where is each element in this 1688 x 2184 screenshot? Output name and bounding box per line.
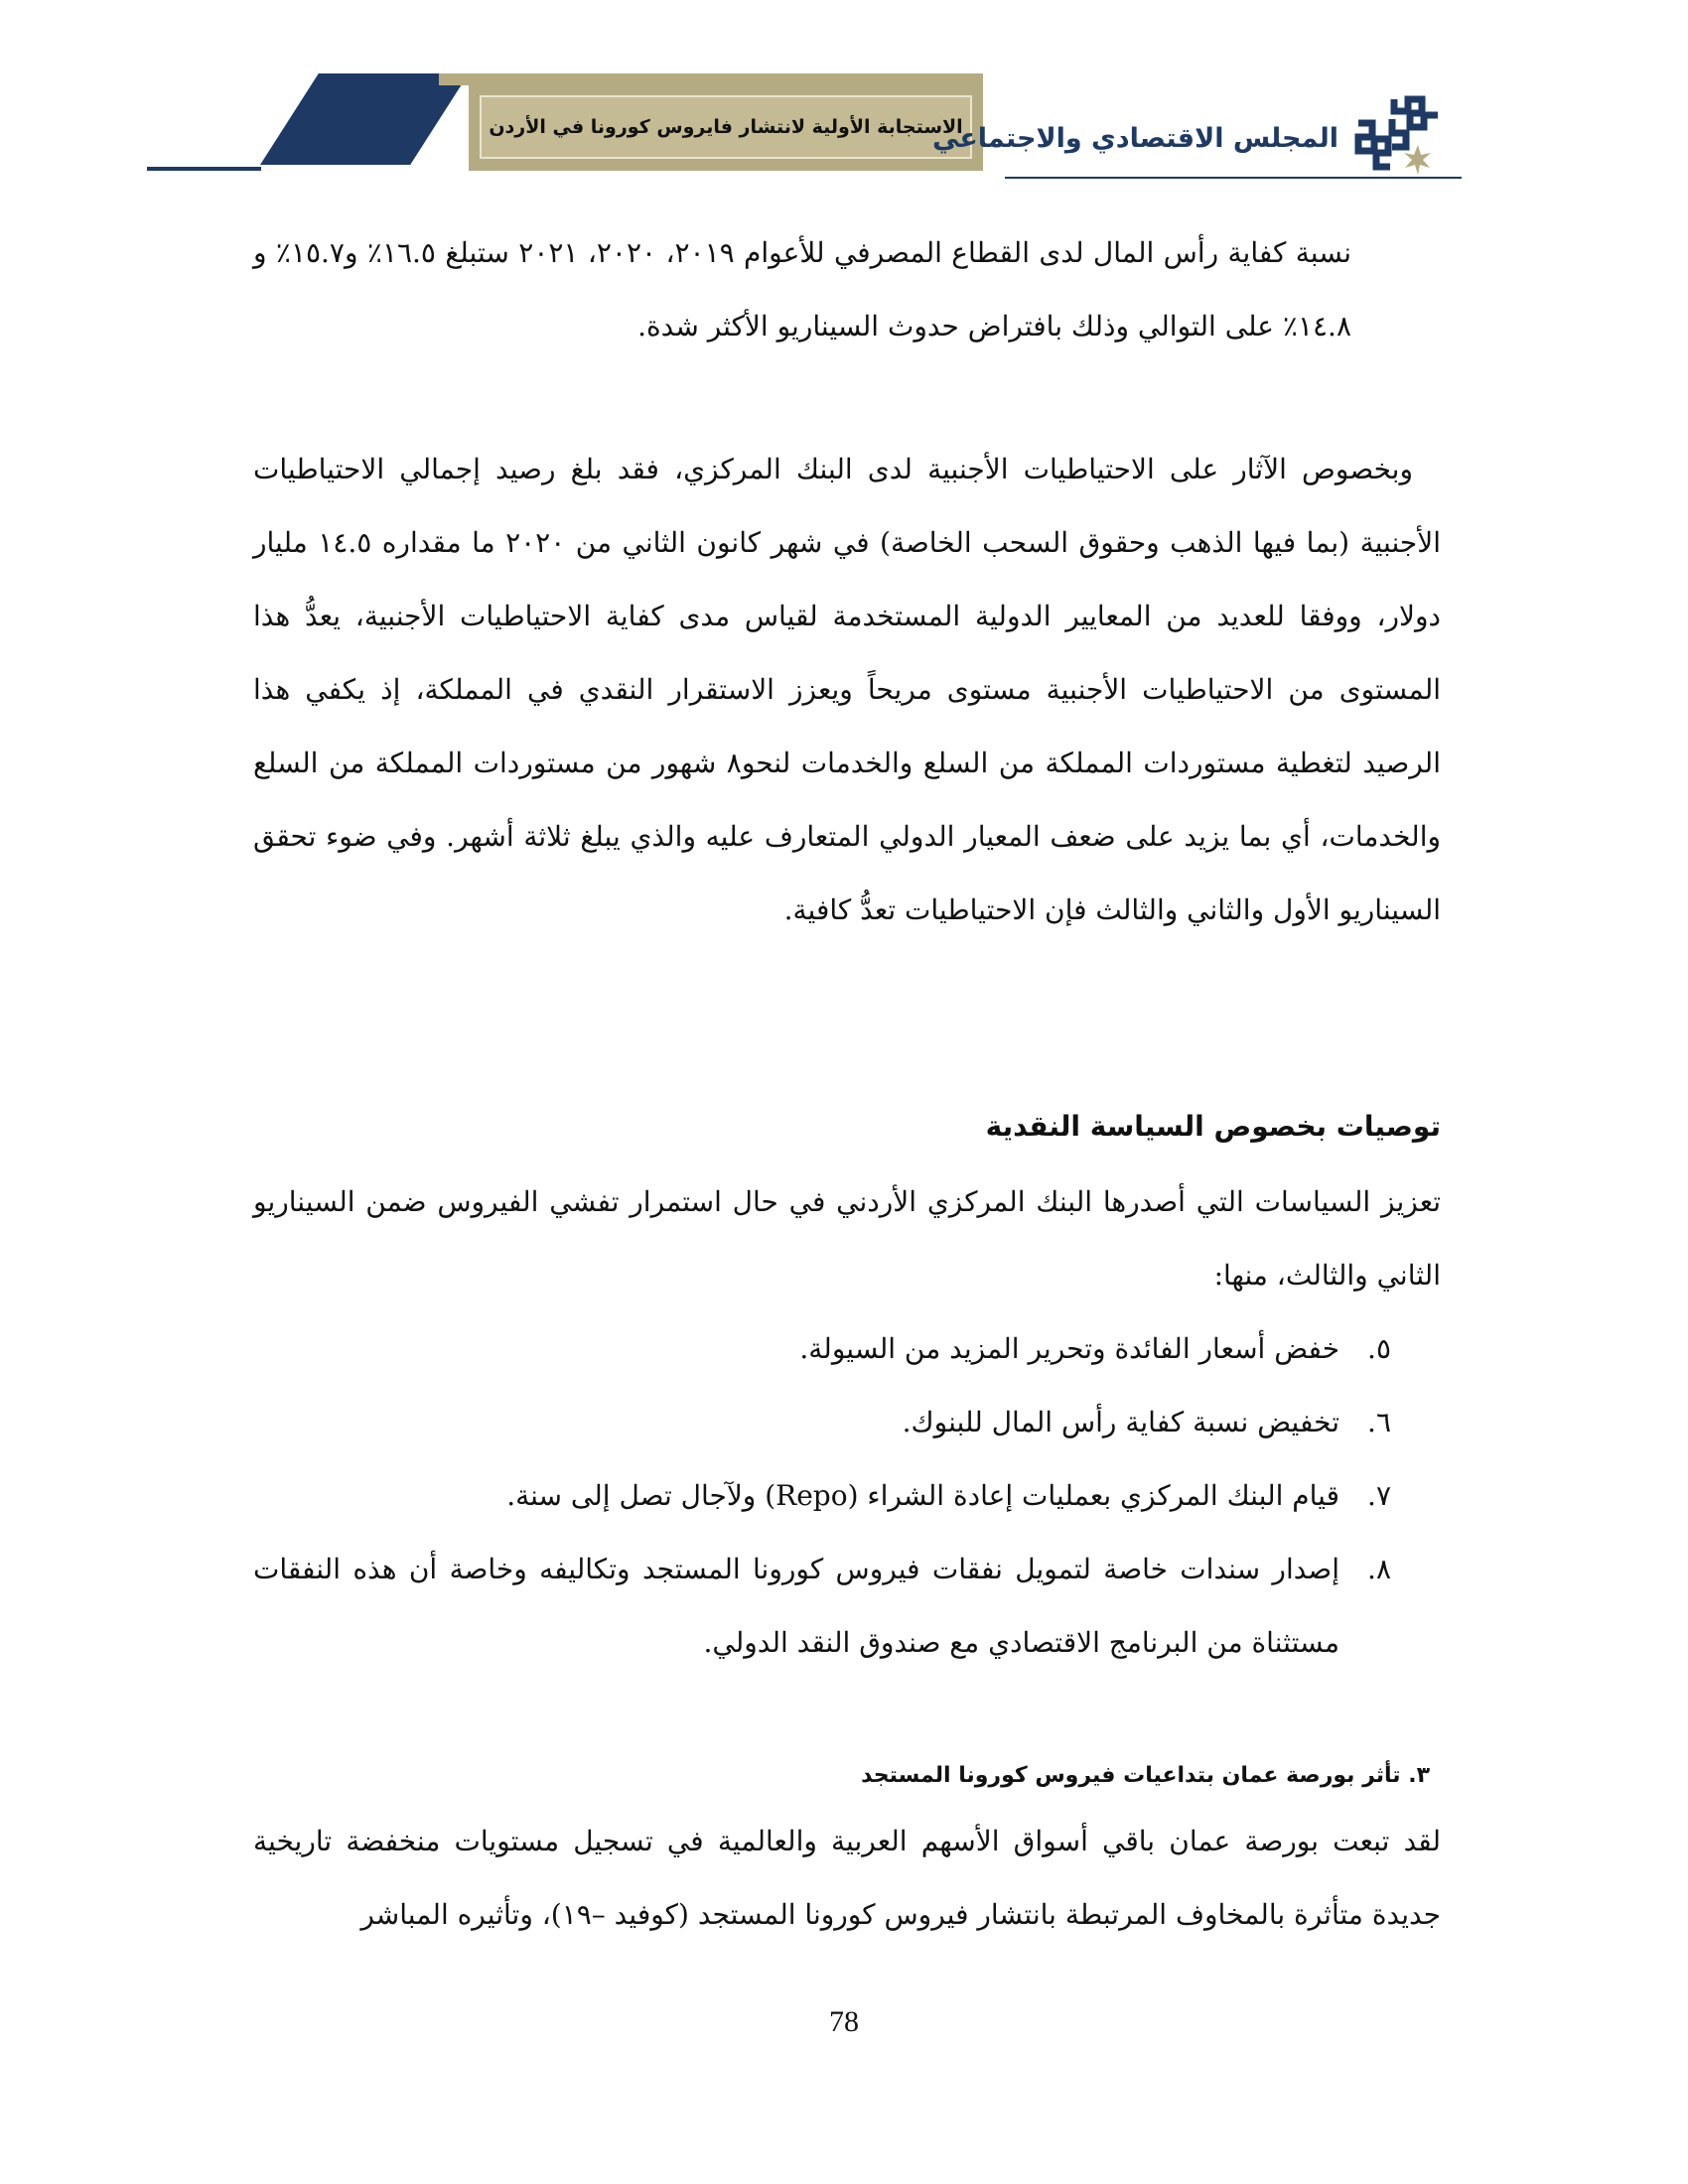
paragraph-text: لقد تبعت بورصة عمان باقي أسواق الأسهم العربية والعالمية في تسجيل مستويات منخفضة تاريخية جديدة متأثرة بالمخاوف المرتبطة بانتشار فيروس كورونا المستجد (كوفيد –١٩)، وتأثيره المباشر [253, 1825, 1441, 1931]
list-item-text: خفض أسعار الفائدة وتحرير المزيد من السيولة. [799, 1332, 1339, 1365]
paragraph-policy-intro [253, 1165, 1441, 1312]
list-item-number: ٥. [1367, 1332, 1391, 1365]
list-item-number: ٨. [1367, 1553, 1391, 1585]
org-logo-icon [1348, 93, 1448, 183]
header-rule-left [147, 167, 261, 171]
paragraph-text: نسبة كفاية رأس المال لدى القطاع المصرفي للأعوام ٢٠١٩، ٢٠٢٠، ٢٠٢١ ستبلغ ١٦.٥٪ و١٥.٧٪ و ١٤.٨٪ على التوالي وذلك بافتراض حدوث السيناريو الأكثر شدة. [253, 236, 1351, 342]
list-item [253, 1459, 1441, 1533]
page-number: 78 [829, 2005, 859, 2038]
paragraph-capital-adequacy [253, 216, 1441, 363]
paragraph-foreign-reserves [253, 433, 1441, 947]
header-blue-band [260, 73, 469, 165]
header-title-band [469, 83, 983, 171]
list-item-number: ٧. [1367, 1479, 1391, 1512]
list-item-number: ٦. [1367, 1406, 1391, 1438]
section-heading-monetary-policy: توصيات بخصوص السياسة النقدية [985, 1110, 1441, 1143]
list-item-text: قيام البنك المركزي بعمليات إعادة الشراء (Repo) ولآجال تصل إلى سنة. [506, 1479, 1339, 1512]
list-item-text: تخفيض نسبة كفاية رأس المال للبنوك. [902, 1406, 1339, 1438]
list-item-text: إصدار سندات خاصة لتمويل نفقات فيروس كورونا المستجد وتكاليفه وخاصة أن هذه النفقات مستثناة من البرنامج الاقتصادي مع صندوق النقد الدولي. [253, 1553, 1339, 1659]
list-item [253, 1312, 1441, 1386]
header-title-box [480, 95, 972, 159]
paragraph-text: وبخصوص الآثار على الاحتياطيات الأجنبية لدى البنك المركزي، فقد بلغ رصيد إجمالي الاحتياطيات الأجنبية (بما فيها الذهب وحقوق السحب الخاصة) في شهر كانون الثاني من ٢٠٢٠ ما مقداره ١٤.٥ مليار دولار، ووفقا للعديد من المعايير الدولية المستخدمة لقياس مدى كفاية الاحتياطيات الأجنبية، يعدُّ هذا المستوى من الاحتياطيات الأجنبية مستوى مريحاً ويعزز الاستقرار النقدي في المملكة، إذ يكفي هذا الرصيد لتغطية مستوردات المملكة من السلع والخدمات لنحو٨ شهور من مستوردات المملكة من السلع والخدمات، أي بما يزيد على ضعف المعيار الدولي المتعارف عليه والذي يبلغ ثلاثة أشهر. وفي ضوء تحقق السيناريو الأول والثاني والثالث فإن الاحتياطيات تعدُّ كافية. [253, 453, 1442, 926]
paragraph-stock-exchange [253, 1805, 1441, 1952]
list-item [253, 1533, 1441, 1680]
paragraph-text: تعزيز السياسات التي أصدرها البنك المركزي الأردني في حال استمرار تفشي الفيروس ضمن السيناريو الثاني والثالث، منها: [253, 1185, 1441, 1292]
list-item [253, 1386, 1441, 1459]
header-title: الاستجابة الأولية لانتشار فايروس كورونا في الأردن [489, 116, 963, 138]
page-header [0, 0, 1688, 189]
recommendations-list [253, 1312, 1441, 1680]
org-name: المجلس الاقتصادي والاجتماعي [932, 123, 1338, 154]
section-heading-amman-stock-exchange: ٣. تأثر بورصة عمان بتداعيات فيروس كورونا المستجد [861, 1763, 1430, 1788]
